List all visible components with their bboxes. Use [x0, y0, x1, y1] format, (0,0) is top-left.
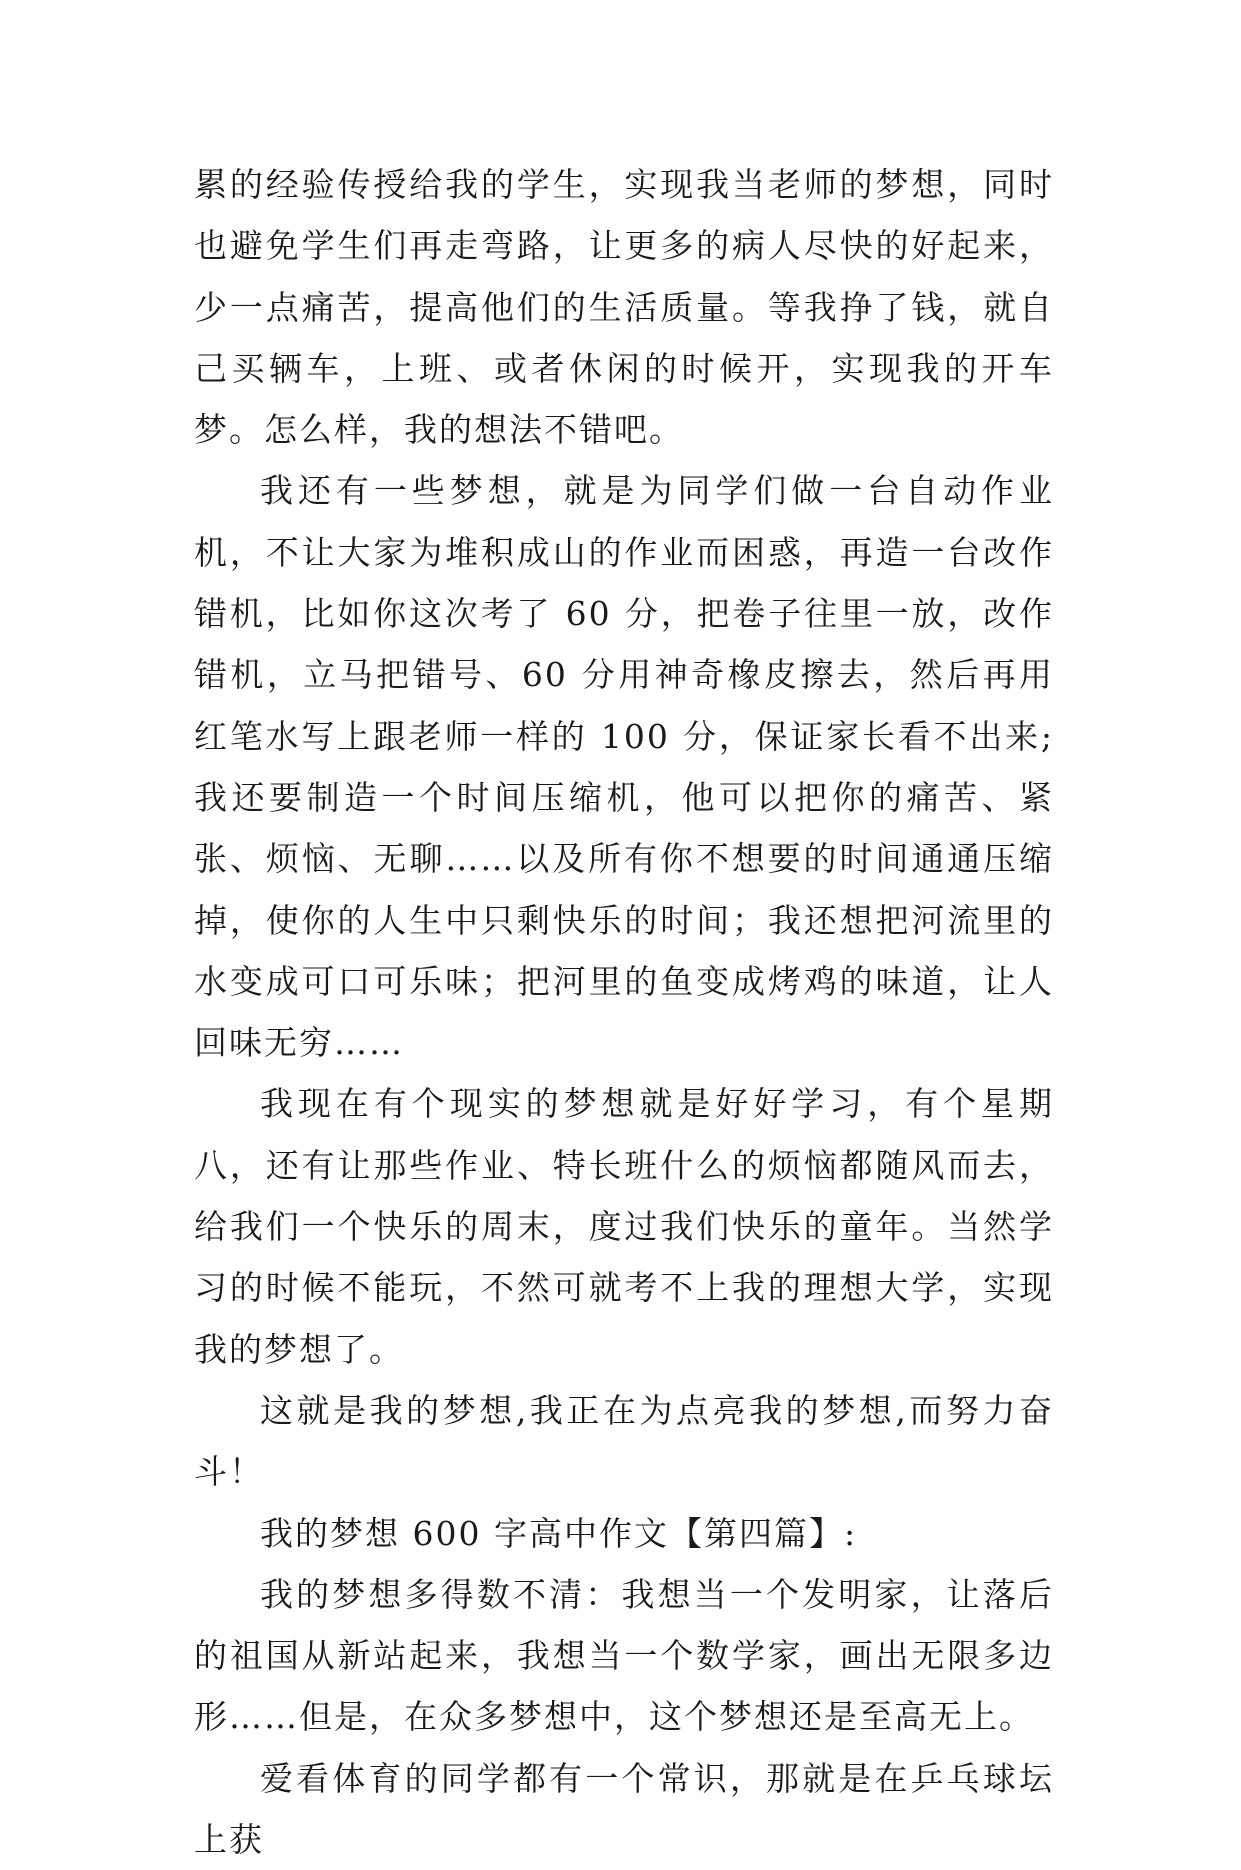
paragraph-1: 累的经验传授给我的学生，实现我当老师的梦想，同时也避免学生们再走弯路，让更多的病人尽快的好起来，少一点痛苦，提高他们的生活质量。等我挣了钱，就自己买辆车，上班、或者休闲的时候开，实现我的开车梦。怎么样，我的想法不错吧。 [194, 165, 1054, 450]
section-heading: 我的梦想 600 字高中作文【第四篇】: [260, 1513, 858, 1553]
paragraph-6: 爱看体育的同学都有一个常识，那就是在乒乓球坛上获 [194, 1758, 1054, 1860]
paragraph-4: 这就是我的梦想,我正在为点亮我的梦想,而努力奋斗！ [194, 1390, 1054, 1492]
document-body [194, 154, 1054, 1870]
paragraph-5: 我的梦想多得数不清：我想当一个发明家，让落后的祖国从新站起来，我想当一个数学家，画出无限多边形……但是，在众多梦想中，这个梦想还是至高无上。 [194, 1574, 1054, 1737]
paragraph-2: 我还有一些梦想，就是为同学们做一台自动作业机，不让大家为堆积成山的作业而困惑，再造一台改作错机，比如你这次考了 60 分，把卷子往里一放，改作错机，立马把错号、60 分用神奇橡皮擦去，然后再用红笔水写上跟老师一样的 100 分，保证家长看不出来;我还要制造一个时间压缩机，他可以把你的痛苦、紧张、烦恼、无聊……以及所有你不想要的时间通通压缩掉，使你的人生中只剩快乐的时间；我还想把河流里的水变成可口可乐味；把河里的鱼变成烤鸡的味道，让人回味无穷…… [194, 471, 1054, 1063]
paragraph-3: 我现在有个现实的梦想就是好好学习，有个星期八，还有让那些作业、特长班什么的烦恼都随风而去，给我们一个快乐的周末，度过我们快乐的童年。当然学习的时候不能玩，不然可就考不上我的理想大学，实现我的梦想了。 [194, 1084, 1054, 1369]
